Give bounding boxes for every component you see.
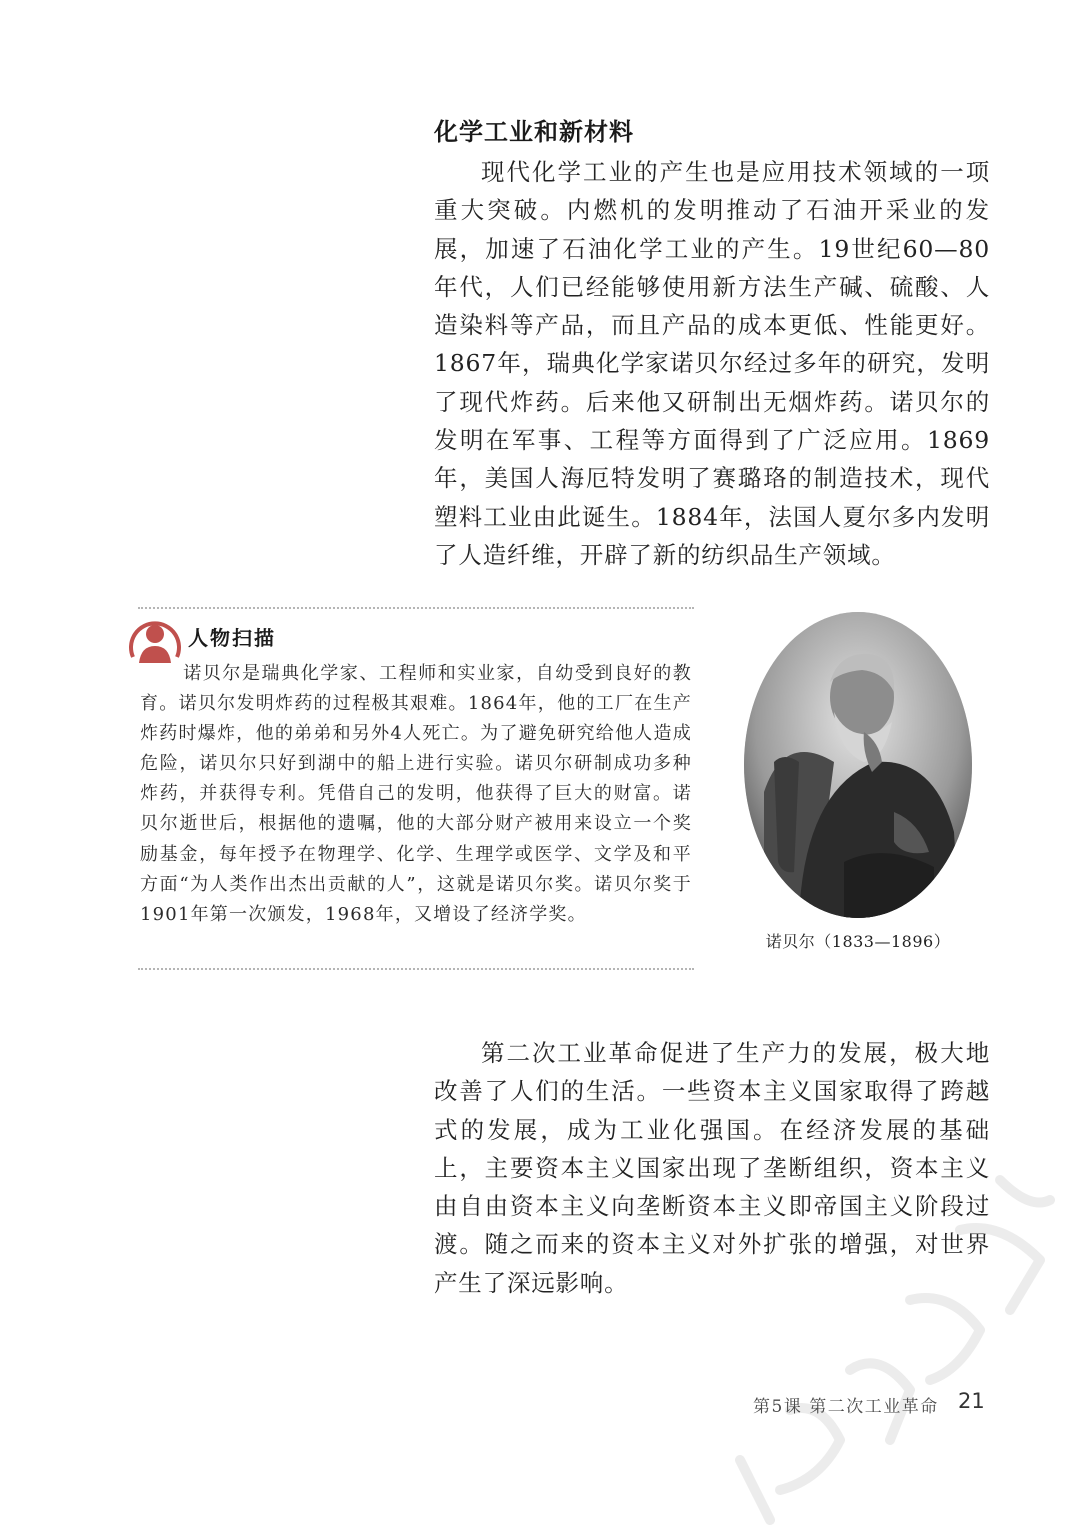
person-icon [127, 613, 183, 665]
portrait-image [744, 612, 972, 918]
portrait-caption: 诺贝尔（1833—1896） [765, 932, 951, 951]
sidebar-text: 诺贝尔是瑞典化学家、工程师和实业家，自幼受到良好的教育。诺贝尔发明炸药的过程极其艰难。1864年，他的工厂在生产炸药时爆炸，他的弟弟和另外4人死亡。为了避免研究给他人造成危险，诺贝尔只好到湖中的船上进行实验。诺贝尔研制成功多种炸药，并获得专利。凭借自己的发明，他获得了巨大的财富。诺贝尔逝世后，根据他的遗嘱，他的大部分财产被用来设立一个奖励基金，每年授予在物理学、化学、生理学或医学、文学及和平方面“为人类作出杰出贡献的人”，这就是诺贝尔奖。诺贝尔奖于1901年第一次颁发，1968年，又增设了经济学奖。 [140, 663, 692, 925]
footer-lesson-title: 第5课 第二次工业革命 [753, 1397, 939, 1417]
section-title: 化学工业和新材料 [434, 118, 634, 146]
sidebar-bottom-rule [138, 968, 694, 970]
section-paragraph: 现代化学工业的产生也是应用技术领域的一项重大突破。内燃机的发明推动了石油开采业的发展，加速了石油化学工业的产生。19世纪60—80年代，人们已经能够使用新方法生产碱、硫酸、人造染料等产品，而且产品的成本更低、性能更好。1867年，瑞典化学家诺贝尔经过多年的研究，发明了现代炸药。后来他又研制出无烟炸药。诺贝尔的发明在军事、工程等方面得到了广泛应用。1869年，美国人海厄特发明了赛璐珞的制造技术，现代塑料工业由此诞生。1884年，法国人夏尔多内发明了人造纤维，开辟了新的纺织品生产领域。 [434, 158, 990, 569]
sidebar-top-rule [138, 607, 694, 609]
sidebar-title: 人物扫描 [188, 626, 276, 650]
conclusion-paragraph: 第二次工业革命促进了生产力的发展，极大地改善了人们的生活。一些资本主义国家取得了跨越式的发展，成为工业化强国。在经济发展的基础上，主要资本主义国家出现了垄断组织，资本主义由自由资本主义向垄断资本主义即帝国主义阶段过渡。随之而来的资本主义对外扩张的增强，对世界产生了深远影响。 [434, 1039, 990, 1297]
page-number: 21 [958, 1389, 985, 1413]
